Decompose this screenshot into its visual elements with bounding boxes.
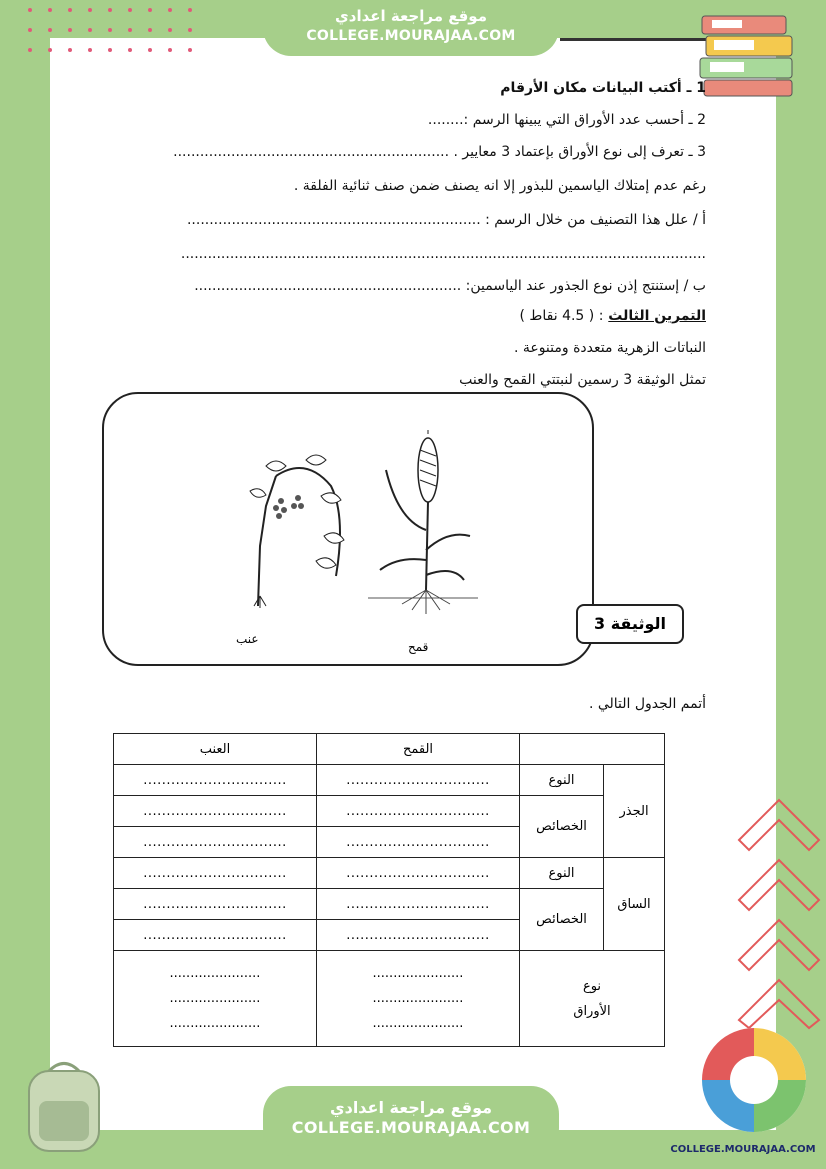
root-traits-grape-2[interactable]: ............................... [114,827,317,858]
stem-traits-label: الخصائص [520,889,604,951]
site-banner-bottom[interactable] [263,1086,559,1156]
exercise-points: : ( 4.5 نقاط ) [519,308,604,324]
stem-type-grape[interactable]: ............................... [114,858,317,889]
books-icon [696,10,806,100]
root-traits-wheat-2[interactable]: ............................... [317,827,520,858]
grape-vine-drawing [236,446,356,616]
question-1: 1 ـ أكتب البيانات مكان الأرقام [500,80,706,96]
logo-caption: COLLEGE.MOURAJAA.COM [670,1144,816,1155]
footer-site-domain: COLLEGE.MOURAJAA.COM [291,1118,531,1137]
site-banner-top[interactable] [263,0,559,56]
stem-traits-wheat-2[interactable]: ............................... [317,920,520,951]
row-leaves-type [520,951,665,1047]
leaves-type-label-1: نوع [582,978,602,994]
question-2: 2 ـ أحسب عدد الأوراق التي يبينها الرسم :........ [427,112,706,128]
site-domain: COLLEGE.MOURAJAA.COM [306,28,516,44]
leaves-wheat-line-3[interactable]: ...................... [372,1016,464,1031]
question-3: 3 ـ تعرف إلى نوع الأوراق بإعتماد 3 معايير . .............................................................. [173,144,706,160]
site-logo-icon [694,1020,814,1140]
leaves-wheat-line-1[interactable]: ...................... [372,966,464,981]
header-wheat: القمح [317,734,520,765]
row-root: الجذر [604,765,665,858]
wheat-caption: قمح [408,640,429,654]
site-name-arabic: موقع مراجعة اعدادي [335,7,487,25]
stem-type-label: النوع [520,858,604,889]
leaves-type-wheat[interactable] [317,951,520,1047]
root-traits-wheat-1[interactable]: ............................... [317,796,520,827]
table-corner-cell [520,734,665,765]
root-type-grape[interactable]: ............................... [114,765,317,796]
grape-caption: عنب [236,632,259,646]
leaves-type-label-2: الأوراق [573,1003,611,1019]
question-a: أ / علل هذا التصنيف من خلال الرسم : .................................................................. [186,212,706,228]
stem-traits-grape-2[interactable]: ............................... [114,920,317,951]
table-instruction: أتمم الجدول التالي . [588,696,706,712]
footer-site-name-arabic: موقع مراجعة اعدادي [329,1098,493,1117]
stem-type-wheat[interactable]: ............................... [317,858,520,889]
leaves-wheat-line-2[interactable]: ...................... [372,991,464,1006]
comparison-table [113,733,665,1047]
leaves-grape-line-2[interactable]: ...................... [169,991,261,1006]
leaves-grape-line-1[interactable]: ...................... [169,966,261,981]
leaves-grape-line-3[interactable]: ...................... [169,1016,261,1031]
exercise-header [520,308,707,324]
root-type-label: النوع [520,765,604,796]
root-traits-grape-1[interactable]: ............................... [114,796,317,827]
chevron-up-icons [734,790,824,1030]
stem-traits-wheat-1[interactable]: ............................... [317,889,520,920]
row-stem: الساق [604,858,665,951]
leaves-type-grape[interactable] [114,951,317,1047]
jasmine-intro: رغم عدم إمتلاك الياسمين للبذور إلا انه يصنف ضمن صنف ثنائية الفلقة . [293,178,706,194]
header-grape: العنب [114,734,317,765]
document-label: الوثيقة 3 [576,604,684,644]
exercise-line-2: تمثل الوثيقة 3 رسمين لنبتتي القمح والعنب [459,372,706,388]
wheat-plant-drawing [368,430,478,620]
question-a-answer-line: ...................................................................................................................... [180,246,706,262]
question-b: ب / إستنتج إذن نوع الجذور عند الياسمين: ............................................................ [194,278,706,294]
stem-traits-grape-1[interactable]: ............................... [114,889,317,920]
exercise-line-1: النباتات الزهرية متعددة ومتنوعة . [513,340,706,356]
backpack-icon [14,1056,114,1156]
root-type-wheat[interactable]: ............................... [317,765,520,796]
root-traits-label: الخصائص [520,796,604,858]
exercise-title: التمرين الثالث [608,308,706,324]
